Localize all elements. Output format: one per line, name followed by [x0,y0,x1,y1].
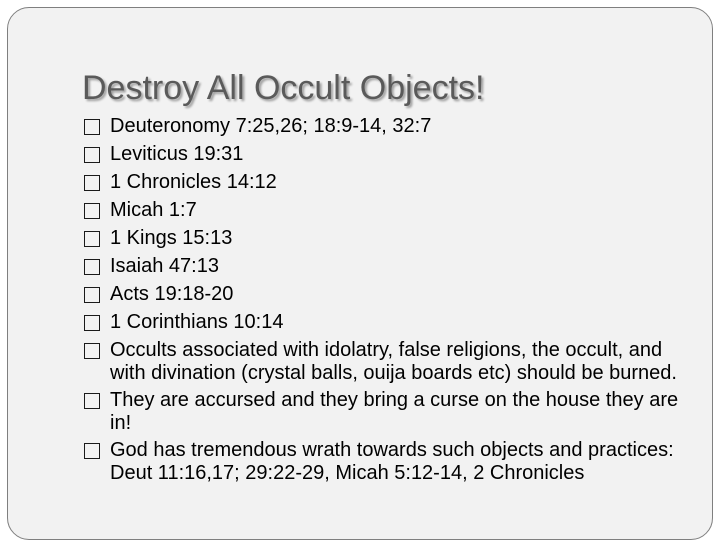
bullet-box-icon [84,147,100,163]
bullet-item [84,339,694,385]
slide [7,7,713,540]
bullet-text: Deuteronomy 7:25,26; 18:9-14, 32:7 [110,115,432,137]
bullet-item [84,115,694,138]
bullet-text: Isaiah 47:13 [110,255,219,277]
bullet-text: 1 Corinthians 10:14 [110,311,284,333]
bullet-box-icon [84,315,100,331]
slide-title: Destroy All Occult Objects! [82,69,485,107]
bullet-box-icon [84,443,100,459]
bullet-item [84,439,694,485]
bullet-item [84,389,694,435]
bullet-text: Leviticus 19:31 [110,143,244,165]
bullet-box-icon [84,175,100,191]
bullet-box-icon [84,203,100,219]
bullet-list [84,115,694,489]
bullet-text: 1 Kings 15:13 [110,227,233,249]
bullet-box-icon [84,231,100,247]
bullet-item [84,311,694,334]
bullet-box-icon [84,393,100,409]
bullet-item [84,255,694,278]
bullet-text: 1 Chronicles 14:12 [110,171,277,193]
bullet-item [84,199,694,222]
bullet-box-icon [84,287,100,303]
bullet-text: They are accursed and they bring a curse on the house they are in! [110,389,679,434]
bullet-box-icon [84,259,100,275]
bullet-text: Occults associated with idolatry, false religions, the occult, and with divination (crystal balls, ouija boards etc) should be burned. [110,339,677,384]
bullet-text: Micah 1:7 [110,199,197,221]
bullet-item [84,143,694,166]
bullet-item [84,283,694,306]
bullet-box-icon [84,343,100,359]
bullet-text: God has tremendous wrath towards such objects and practices: Deut 11:16,17; 29:22-29, Micah 5:12-14, 2 Chronicles [110,439,674,484]
bullet-item [84,171,694,194]
bullet-text: Acts 19:18-20 [110,283,234,305]
bullet-box-icon [84,119,100,135]
bullet-item [84,227,694,250]
